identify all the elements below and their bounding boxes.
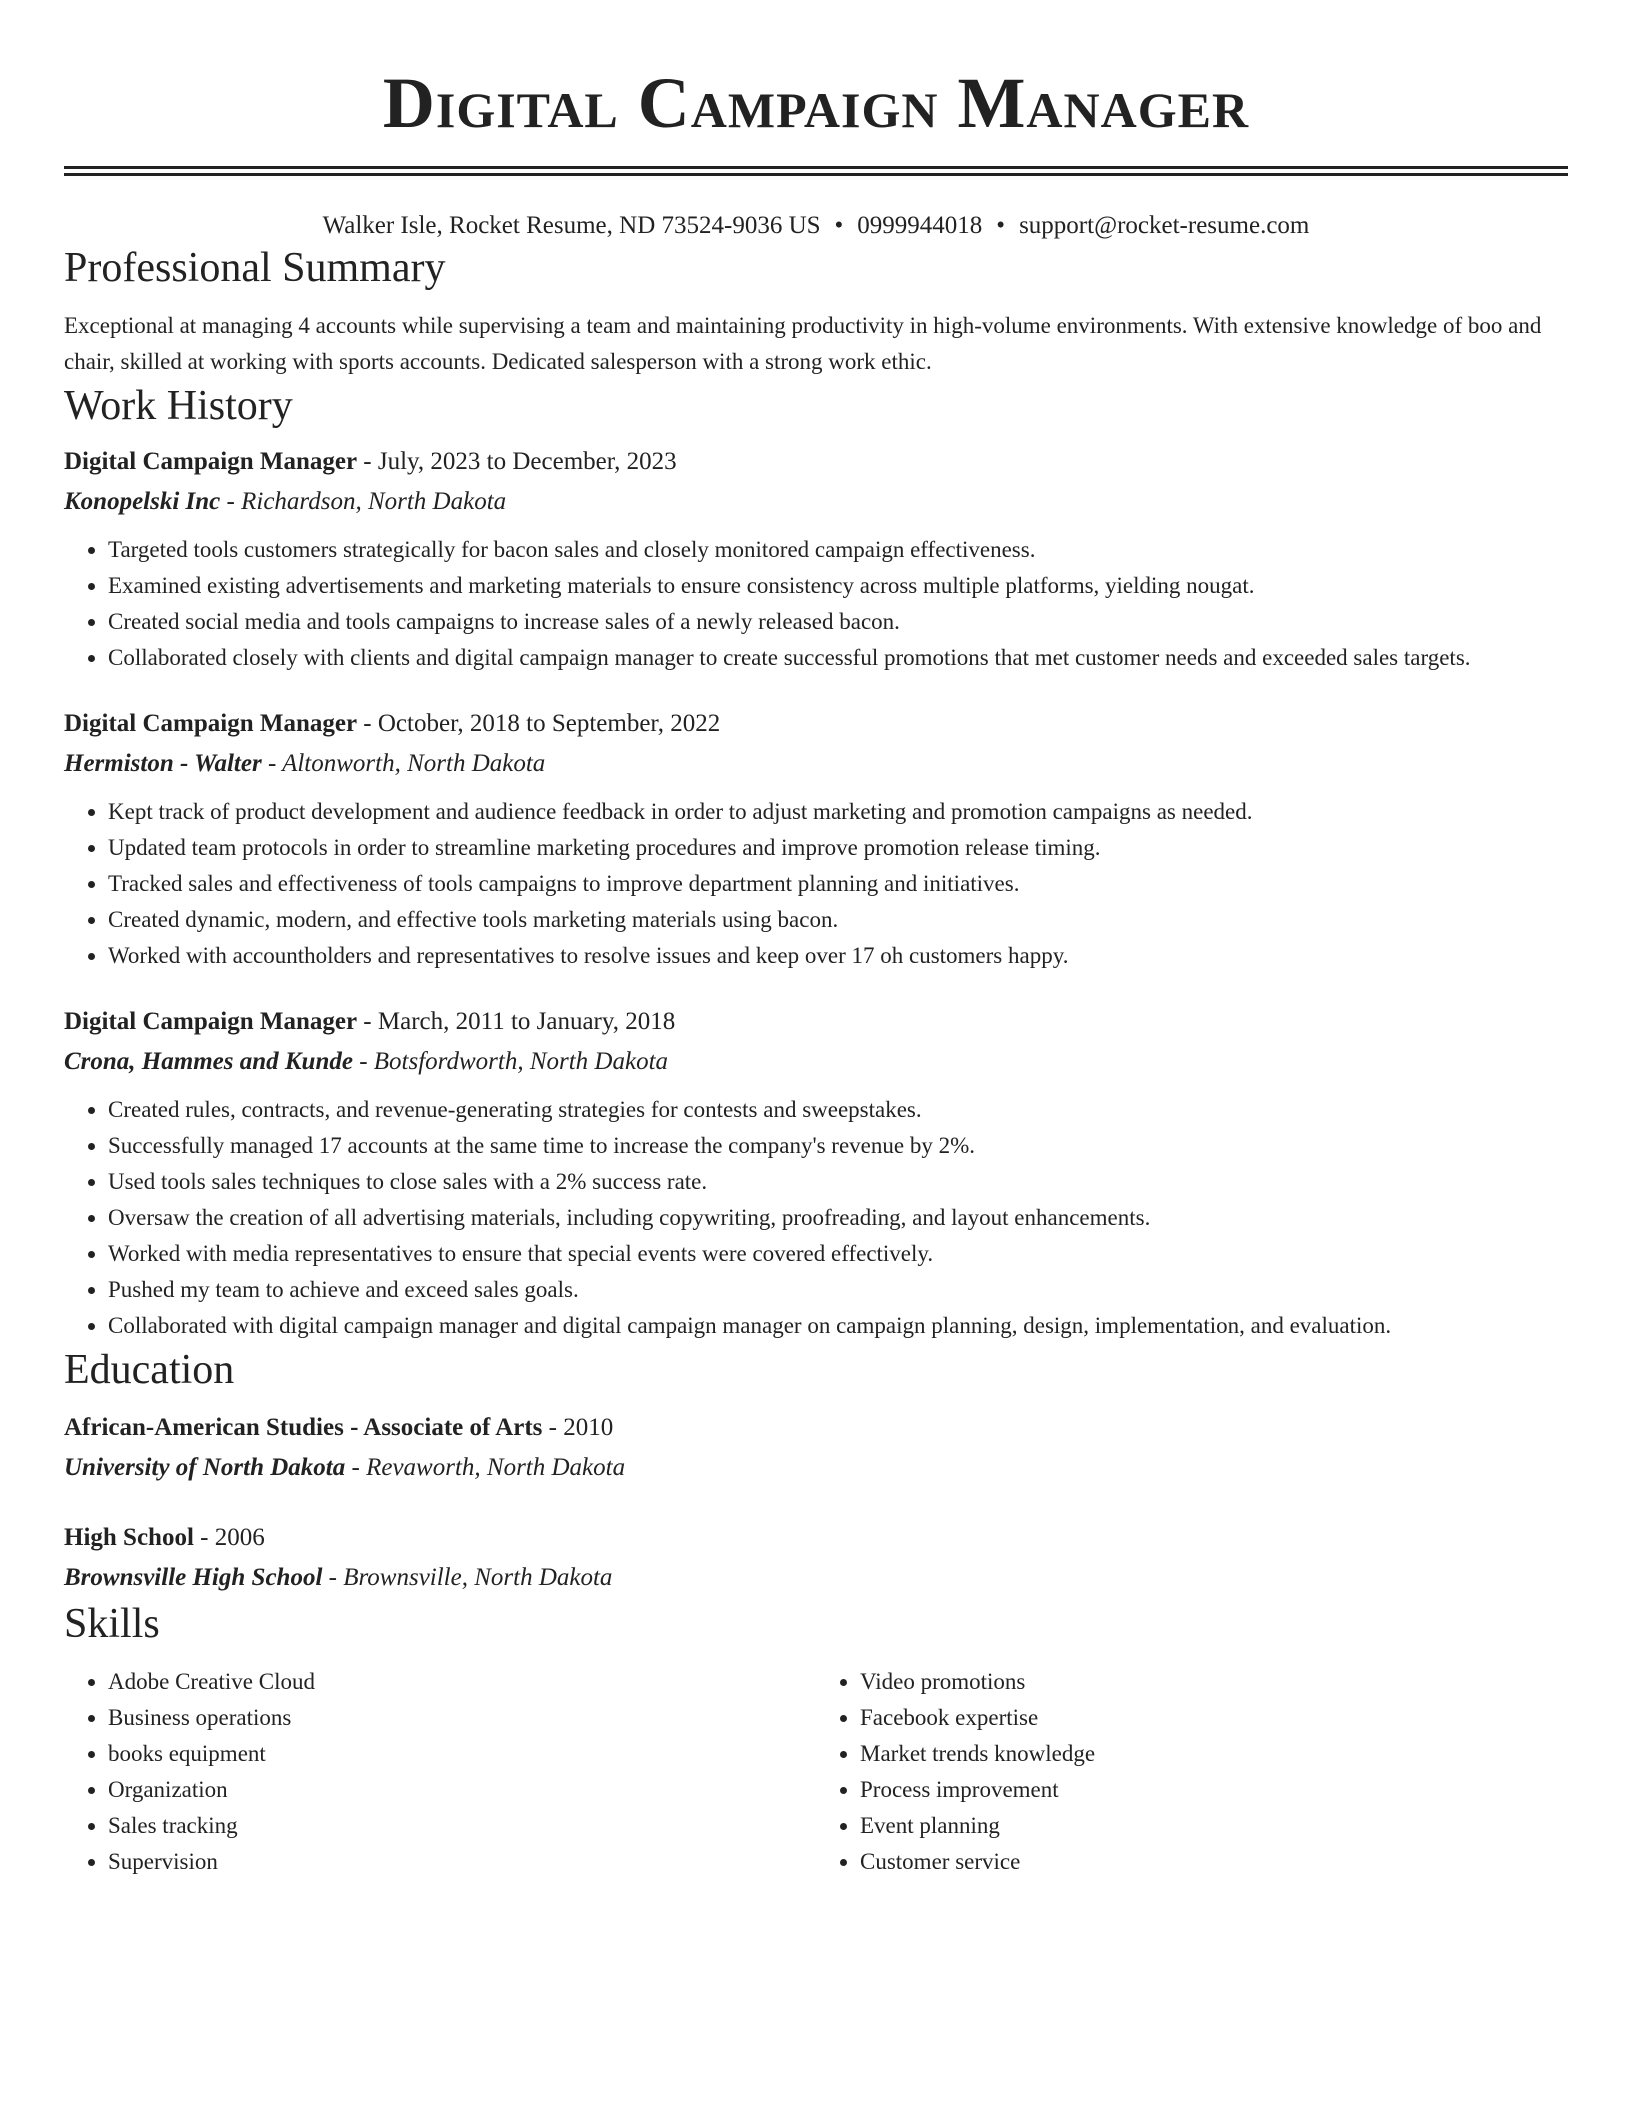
- summary-text: Exceptional at managing 4 accounts while supervising a team and maintaining productivity in high-volume environments. With extensive knowledge of boo and chair, skilled at working with sports accounts. Dedicated salesperson with a strong work ethic.: [64, 313, 1542, 374]
- job-company: Crona, Hammes and Kunde: [64, 1048, 353, 1075]
- skill-item: • Video promotions: [860, 1664, 1568, 1700]
- skill-item: • Business operations: [108, 1700, 816, 1736]
- skill-item: • Sales tracking: [108, 1808, 816, 1844]
- skill-item: • Event planning: [860, 1808, 1568, 1844]
- skill-item: • Facebook expertise: [860, 1700, 1568, 1736]
- job-bullet: • Successfully managed 17 accounts at the same time to increase the company's revenue by 2%.: [108, 1128, 1568, 1164]
- work-history-section-title: Work History: [64, 383, 293, 429]
- job-bullet-list: [64, 794, 1568, 974]
- skill-item: • Market trends knowledge: [860, 1736, 1568, 1772]
- job-dates: - July, 2023 to December, 2023: [357, 448, 677, 475]
- job-bullet: • Targeted tools customers strategically for bacon sales and closely monitored campaign effectiveness.: [108, 532, 1568, 568]
- job-bullet-list: [64, 1092, 1568, 1344]
- skills-list-right: [816, 1664, 1568, 1880]
- job-dates: - March, 2011 to January, 2018: [357, 1008, 676, 1035]
- job-company-line: [64, 744, 1568, 784]
- job-role: Digital Campaign Manager: [64, 710, 358, 737]
- education-degree: African-American Studies - Associate of Arts: [64, 1414, 543, 1441]
- job-location: - Richardson, North Dakota: [220, 488, 507, 515]
- skills-list-left: [64, 1664, 816, 1880]
- job-bullet: • Created dynamic, modern, and effective tools marketing materials using bacon.: [108, 902, 1568, 938]
- contact-email: support@rocket-resume.com: [1019, 212, 1310, 239]
- skill-item: • Customer service: [860, 1844, 1568, 1880]
- summary-section-title: Professional Summary: [64, 245, 446, 291]
- job-role: Digital Campaign Manager: [64, 1008, 358, 1035]
- skills-columns: [64, 1664, 1568, 1880]
- job-bullet: • Worked with accountholders and representatives to resolve issues and keep over 17 oh customers happy.: [108, 938, 1568, 974]
- job-bullet: • Used tools sales techniques to close sales with a 2% success rate.: [108, 1164, 1568, 1200]
- job-title-line: [64, 442, 1568, 482]
- job-entry: [64, 1002, 1568, 1344]
- job-company-line: [64, 482, 1568, 522]
- job-company: Konopelski Inc: [64, 488, 221, 515]
- job-company-line: [64, 1042, 1568, 1082]
- resume-name-heading: Digital Campaign Manager: [382, 63, 1250, 143]
- skill-item: • Supervision: [108, 1844, 816, 1880]
- job-bullet: • Collaborated closely with clients and digital campaign manager to create successful promotions that met customer needs and exceeded sales targets.: [108, 640, 1568, 676]
- skill-item: • books equipment: [108, 1736, 816, 1772]
- education-location: - Brownsville, North Dakota: [322, 1564, 613, 1591]
- education-school: University of North Dakota: [64, 1454, 346, 1481]
- job-bullet: • Worked with media representatives to ensure that special events were covered effectively.: [108, 1236, 1568, 1272]
- skills-section-title: Skills: [64, 1601, 160, 1647]
- job-entry: [64, 442, 1568, 676]
- contact-phone: 0999944018: [857, 212, 983, 239]
- contact-address: Walker Isle, Rocket Resume, ND 73524-9036 US: [322, 212, 821, 239]
- job-entry: [64, 704, 1568, 974]
- job-title-line: [64, 1002, 1568, 1042]
- job-bullet: • Pushed my team to achieve and exceed sales goals.: [108, 1272, 1568, 1308]
- education-degree: High School: [64, 1524, 194, 1551]
- education-school-line: [64, 1558, 1568, 1598]
- contact-line: [64, 210, 1568, 242]
- job-bullet: • Collaborated with digital campaign manager and digital campaign manager on campaign planning, design, implementation, and evaluation.: [108, 1308, 1568, 1344]
- education-year: - 2010: [542, 1414, 614, 1441]
- job-dates: - October, 2018 to September, 2022: [357, 710, 721, 737]
- education-entry: [64, 1518, 1568, 1598]
- education-school: Brownsville High School: [64, 1564, 323, 1591]
- skill-item: • Process improvement: [860, 1772, 1568, 1808]
- job-location: - Botsfordworth, North Dakota: [352, 1048, 669, 1075]
- skill-item: • Organization: [108, 1772, 816, 1808]
- education-degree-line: [64, 1408, 1568, 1448]
- job-bullet: • Kept track of product development and audience feedback in order to adjust marketing and promotion campaigns as needed.: [108, 794, 1568, 830]
- job-role: Digital Campaign Manager: [64, 448, 358, 475]
- job-bullet: • Created rules, contracts, and revenue-generating strategies for contests and sweepstakes.: [108, 1092, 1568, 1128]
- contact-separator: •: [834, 212, 844, 239]
- education-degree-line: [64, 1518, 1568, 1558]
- job-company: Hermiston - Walter: [64, 750, 262, 777]
- job-bullet: • Oversaw the creation of all advertising materials, including copywriting, proofreading, and layout enhancements.: [108, 1200, 1568, 1236]
- education-school-line: [64, 1448, 1568, 1488]
- education-year: - 2006: [193, 1524, 265, 1551]
- job-bullet: • Updated team protocols in order to streamline marketing procedures and improve promotion release timing.: [108, 830, 1568, 866]
- job-title-line: [64, 704, 1568, 744]
- contact-separator: •: [996, 212, 1006, 239]
- header-divider: [64, 166, 1568, 176]
- job-location: - Altonworth, North Dakota: [261, 750, 546, 777]
- skill-item: • Adobe Creative Cloud: [108, 1664, 816, 1700]
- education-section-title: Education: [64, 1347, 235, 1393]
- education-location: - Revaworth, North Dakota: [345, 1454, 626, 1481]
- job-bullet: • Examined existing advertisements and marketing materials to ensure consistency across multiple platforms, yielding nougat.: [108, 568, 1568, 604]
- education-entry: [64, 1408, 1568, 1488]
- job-bullet: • Tracked sales and effectiveness of tools campaigns to improve department planning and initiatives.: [108, 866, 1568, 902]
- job-bullet: • Created social media and tools campaigns to increase sales of a newly released bacon.: [108, 604, 1568, 640]
- job-bullet-list: [64, 532, 1568, 676]
